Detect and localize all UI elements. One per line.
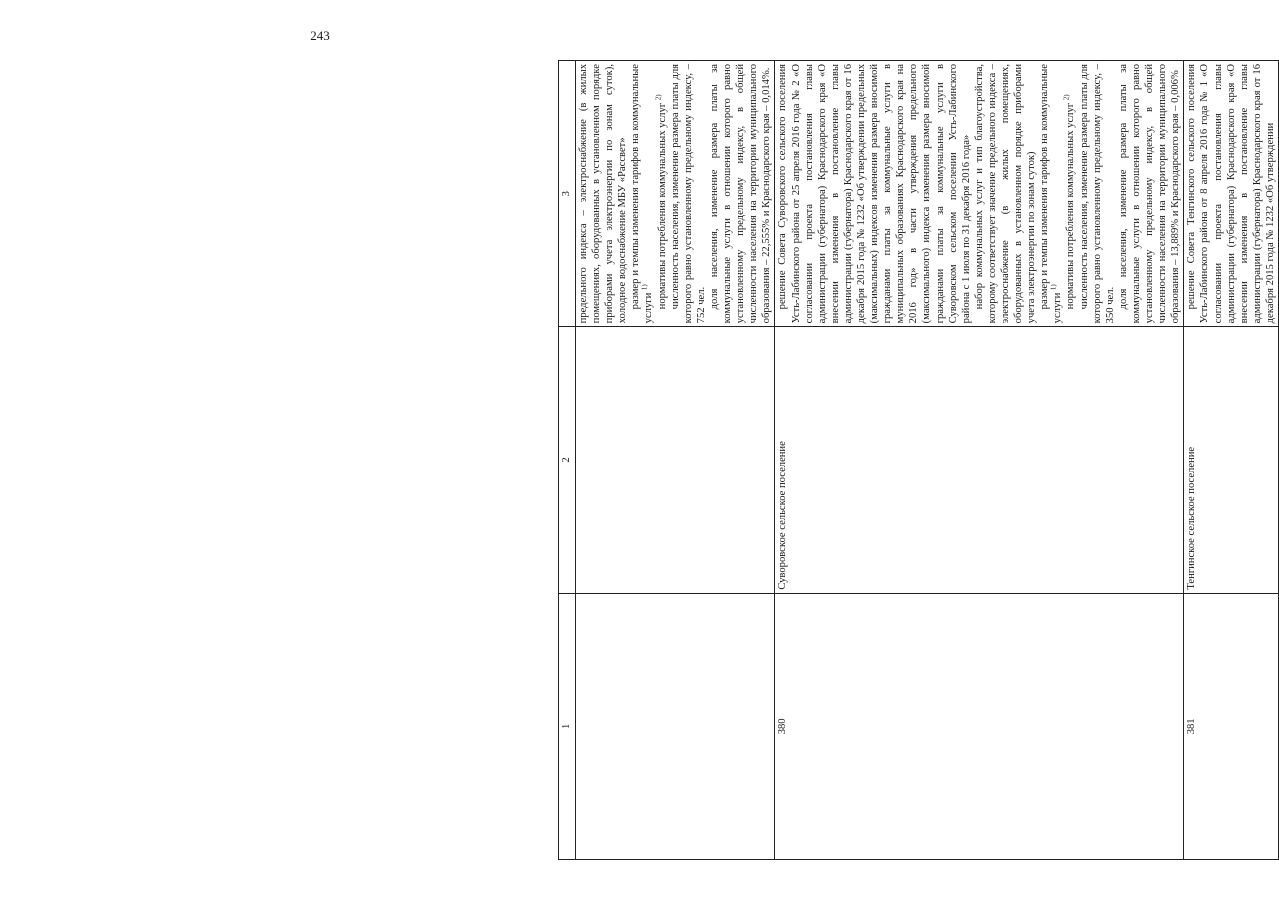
footnote-mark: 1) [640,284,649,291]
municipal-index-table [558,60,1279,860]
row-description-cell [1184,61,1279,327]
text-line: доля населения, изменение размера платы за коммунальные услуги в отношении которого равно установленному предельному индексу, в общей численности населения на территории муниципального образования – 22,555% и Краснодарского края – 0,014%. [708,64,773,324]
text-line: численность населения, изменение размера платы для которого равно установленному предельному индексу, – 350 чел. [1078,64,1116,324]
text-line: решение Совета Тенгинского сельского поселения Усть-Лабинского района от 8 апреля 2016 года № 1 «О согласовании проекта постановления главы администрации (губернатора) Краснодарского края «О внесении изменения в постановление главы администрации (губернатора) Краснодарского края от 16 декабря 2015 года № 1232 «Об утверждении [1186,64,1276,324]
page-number: 243 [310,28,330,43]
row-number-cell [576,593,775,859]
table-header-row [559,61,576,860]
rotated-page-content [558,60,1276,860]
text-line: размер и темпы изменения тарифов на коммунальные услуги $^{1)}$ [630,64,655,324]
row-number-cell: 381 [1184,593,1279,859]
row-description-cell [576,61,775,327]
row-description-cell [775,61,1184,327]
footnote-mark: 1) [1049,284,1058,291]
text-line: нормативы потребления коммунальных услуг $^{2)}$ [1062,94,1077,310]
text-line: размер и темпы изменения тарифов на коммунальные услуги $^{1)}$ [1039,64,1064,324]
row-name-cell: Суворовское сельское поселение [775,327,1184,593]
text-line: набор коммунальных услуг и тип благоустройства, которому соответствует значение предельного индекса – электроснабжение (в жилых помещениях, оборудованных в установленном порядке приборами учета электроэнергии по зонам суток) [973,64,1038,324]
row-name-cell [576,327,775,593]
text-line: нормативы потребления коммунальных услуг $^{2)}$ [654,94,668,310]
header-col-3: 3 [559,61,576,327]
header-col-2: 2 [559,327,576,593]
footnote-mark: 2) [654,94,663,101]
table-row-continuation [576,61,775,860]
table-row-380 [775,61,1184,860]
header-col-1: 1 [559,593,576,859]
text-line: решение Совета Суворовского сельского поселения Усть-Лабинского района от 25 апреля 2016 года № 2 «О согласовании проекта постановления главы администрации (губернатора) Краснодарского края «О внесении изменения в постановление главы администрации (губернатора) Краснодарского края от 16 декабря 2015 года № 1232 «Об утверждении предельных (максимальных) индексов изменения размера вносимой гражданами платы за коммунальные услуги в муниципальных образованиях Краснодарского края на 2016 год» в части утверждения предельного (максимального) индекса изменения размера вносимой гражданами платы за коммунальные услуги в Суворовском сельском поселении Усть-Лабинского района с 1 июля по 31 декабря 2016 года» [777,64,972,324]
footnote-mark: 2) [1062,94,1071,101]
text-line: численность населения, изменение размера платы для которого равно установленному предельному индексу, – 752 чел. [669,64,707,324]
text-line: доля населения, изменение размера платы за коммунальные услуги в отношении которого равно установленному предельному индексу, в общей численности населения на территории муниципального образования – 13,889% и Краснодарского края – 0,006% [1117,64,1182,324]
text-line: предельного индекса – электроснабжение (в жилых помещениях, оборудованных в установленном порядке приборами учета электроэнергии по зонам суток), холодное водоснабжение МБУ «Рассвет» [578,64,629,324]
row-name-cell: Тенгинское сельское поселение [1184,327,1279,593]
table-row-381 [1184,61,1279,860]
row-number-cell: 380 [775,593,1184,859]
